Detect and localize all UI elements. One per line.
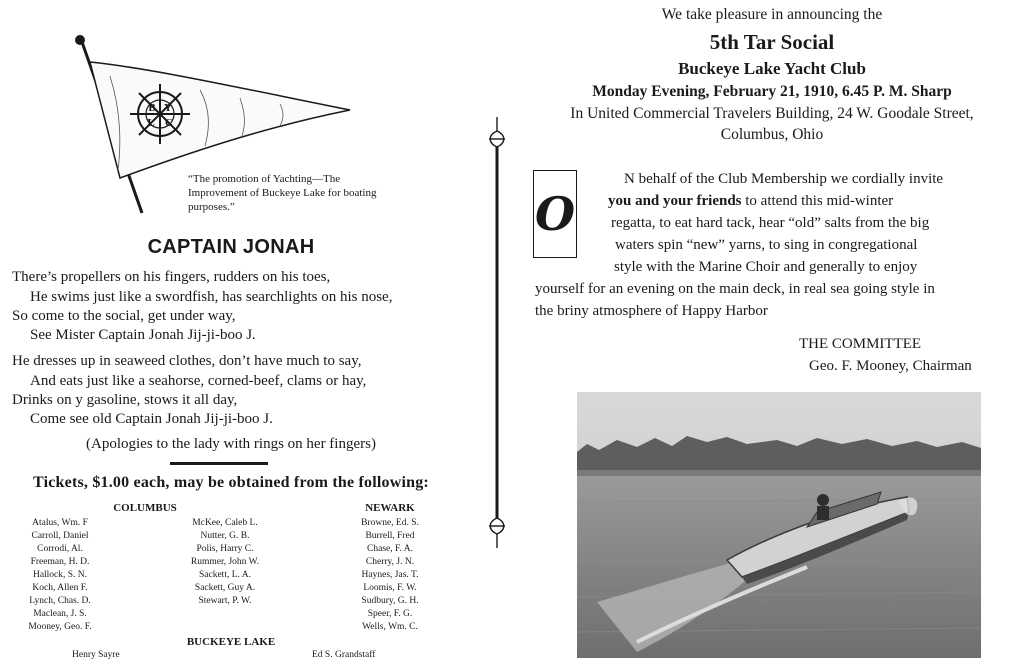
invitation-line: regatta, to eat hard tack, hear “old” salts from the big	[611, 215, 930, 231]
ticket-seller: McKee, Caleb L.	[192, 518, 258, 528]
ticket-seller: Freeman, H. D.	[30, 557, 90, 567]
invitation-line: style with the Marine Choir and generally to enjoy	[614, 259, 918, 275]
event-address: In United Commercial Travelers Building, 24 W. Goodale Street,	[570, 105, 974, 122]
poem-line: He dresses up in seaweed clothes, don’t have much to say,	[12, 353, 362, 369]
ticket-seller: Lynch, Chas. D.	[29, 596, 91, 606]
poem-title: CAPTAIN JONAH	[147, 236, 315, 258]
ticket-seller: Loomis, F. W.	[363, 583, 417, 593]
tickets-heading: Tickets, $1.00 each, may be obtained from the following:	[33, 474, 429, 491]
ticket-seller: Carroll, Daniel	[31, 531, 89, 541]
ticket-seller: Rummer, John W.	[190, 557, 260, 567]
ticket-seller: Polis, Harry C.	[196, 544, 254, 554]
poem-line: Drinks on y gasoline, stows it all day,	[12, 392, 238, 408]
ticket-seller: Burrell, Fred	[365, 531, 415, 541]
ticket-seller: Browne, Ed. S.	[361, 518, 419, 528]
invitation-line: N behalf of the Club Membership we cordially invite	[624, 171, 944, 187]
ticket-seller: Mooney, Geo. F.	[28, 622, 92, 632]
ticket-seller: Corrodi, Al.	[37, 544, 83, 554]
poem-line: There’s propellers on his fingers, rudders on his toes,	[12, 269, 331, 285]
event-title: 5th Tar Social	[709, 30, 835, 54]
invitation-emphasis: you and your friends	[608, 193, 742, 209]
ticket-seller: Chase, F. A.	[367, 544, 413, 554]
poem-line: So come to the social, get under way,	[12, 308, 236, 324]
svg-text:Y: Y	[164, 102, 172, 114]
left-page	[0, 0, 462, 663]
ticket-seller: Atalus, Wm. F	[32, 518, 88, 528]
invitation-line: waters spin “new” yarns, to sing in congregational	[615, 237, 918, 253]
newark-heading: NEWARK	[365, 502, 415, 514]
svg-text:L: L	[147, 117, 155, 129]
columbus-heading: COLUMBUS	[113, 502, 177, 514]
ticket-seller: Stewart, P. W.	[198, 596, 252, 606]
ticket-seller: Nutter, G. B.	[200, 531, 250, 541]
announcement-intro: We take pleasure in announcing the	[661, 6, 883, 23]
poem-line: He swims just like a swordfish, has searchlights on his nose,	[30, 289, 393, 305]
poem-line: See Mister Captain Jonah Jij-ji-boo J.	[30, 327, 256, 343]
chairman-signature: Geo. F. Mooney, Chairman	[809, 358, 972, 374]
committee-signature: THE COMMITTEE	[799, 336, 922, 352]
ticket-seller: Sudbury, G. H.	[361, 596, 419, 606]
invitation-line	[608, 190, 893, 212]
motorboat-photo	[577, 392, 981, 658]
ticket-seller: Sackett, Guy A.	[194, 583, 256, 593]
poem-line: And eats just like a seahorse, corned-beef, clams or hay,	[30, 373, 367, 389]
club-name: Buckeye Lake Yacht Club	[678, 59, 866, 78]
event-date: Monday Evening, February 21, 1910, 6.45 P. M. Sharp	[592, 83, 952, 100]
ticket-seller: Maclean, J. S.	[33, 609, 87, 619]
svg-text:C: C	[165, 117, 173, 129]
invitation-line: yourself for an evening on the main deck, in real sea going style in	[535, 281, 935, 297]
svg-text:B: B	[148, 102, 156, 114]
buckeye-lake-heading: BUCKEYE LAKE	[186, 636, 276, 648]
ticket-seller: Wells, Wm. C.	[362, 622, 418, 632]
ticket-seller: Hallock, S. N.	[32, 570, 88, 580]
ticket-seller: Henry Sayre	[72, 650, 120, 660]
ticket-seller: Ed S. Grandstaff	[312, 650, 376, 660]
ticket-seller: Haynes, Jas. T.	[361, 570, 419, 580]
ticket-seller: Speer, F. G.	[367, 609, 413, 619]
ships-wheel-icon	[130, 84, 190, 144]
ticket-seller: Sackett, L. A.	[199, 570, 251, 580]
poem-apology: (Apologies to the lady with rings on her fingers)	[86, 436, 376, 452]
invitation-line: the briny atmosphere of Happy Harbor	[535, 303, 768, 319]
pennant-caption: “The promotion of Yachting—The Improvement of Buckeye Lake for boating purposes.”	[188, 173, 377, 213]
event-city: Columbus, Ohio	[720, 126, 824, 143]
drop-cap: O	[533, 170, 577, 258]
ticket-seller: Koch, Allen F.	[32, 583, 88, 593]
section-rule	[170, 462, 268, 465]
invitation-text: to attend this mid-winter	[741, 193, 894, 209]
poem-line: Come see old Captain Jonah Jij-ji-boo J.	[30, 411, 273, 427]
ticket-seller: Cherry, J. N.	[365, 557, 415, 567]
ornamental-divider	[484, 115, 510, 550]
